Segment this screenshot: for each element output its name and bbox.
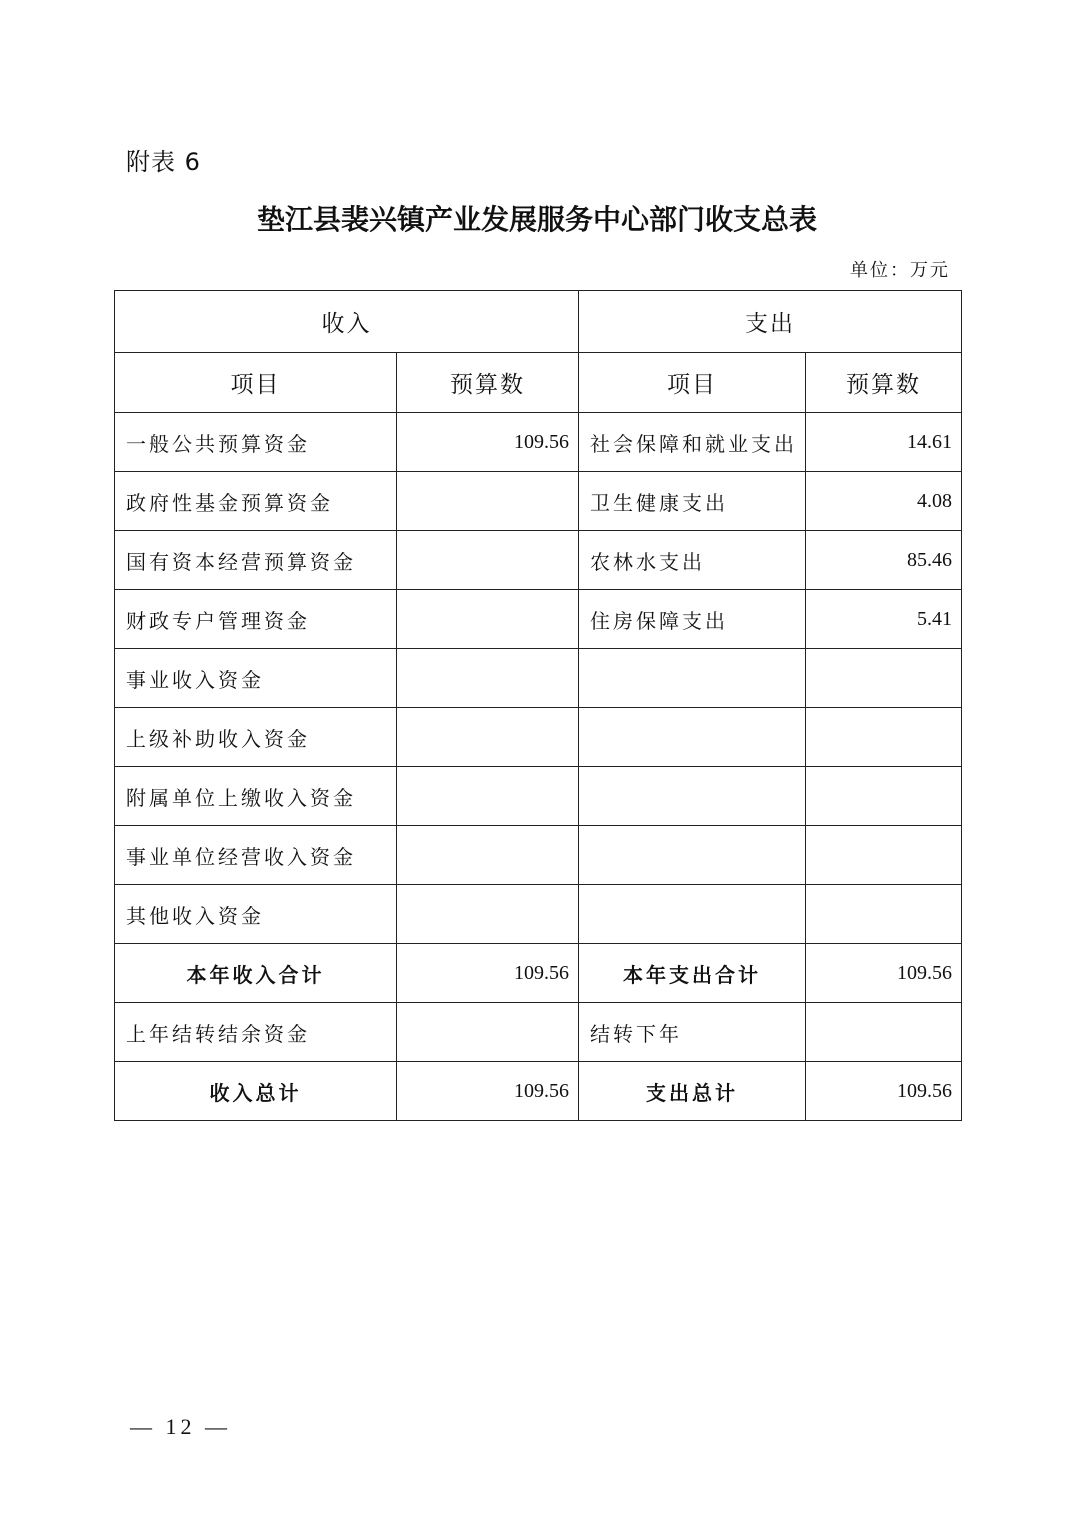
income-total-label: 收入总计 — [115, 1062, 397, 1121]
expenditure-value-cell: 4.08 — [806, 472, 962, 531]
expenditure-value-cell: 5.41 — [806, 590, 962, 649]
table-row — [115, 590, 962, 649]
income-item-header: 项目 — [115, 353, 397, 413]
income-item-cell: 附属单位上缴收入资金 — [115, 767, 397, 826]
income-total-value: 109.56 — [397, 1062, 579, 1121]
expenditure-value-cell — [806, 708, 962, 767]
budget-summary-table — [114, 290, 962, 1121]
income-item-cell: 一般公共预算资金 — [115, 413, 397, 472]
table-row — [115, 767, 962, 826]
document-title: 垫江县裴兴镇产业发展服务中心部门收支总表 — [256, 203, 817, 236]
expenditure-item-cell: 社会保障和就业支出 — [579, 413, 806, 472]
table-row — [115, 826, 962, 885]
unit-label: 单位：万元 — [850, 260, 950, 281]
income-value-cell — [397, 649, 579, 708]
income-subtotal-label: 本年收入合计 — [115, 944, 397, 1003]
expenditure-total-value: 109.56 — [806, 1062, 962, 1121]
expenditure-budget-header: 预算数 — [806, 353, 962, 413]
expenditure-item-cell — [579, 885, 806, 944]
total-row — [115, 1062, 962, 1121]
income-value-cell — [397, 885, 579, 944]
expenditure-item-cell — [579, 649, 806, 708]
income-carryover-value — [397, 1003, 579, 1062]
table-row — [115, 649, 962, 708]
income-budget-header: 预算数 — [397, 353, 579, 413]
income-carryover-label: 上年结转结余资金 — [115, 1003, 397, 1062]
group-header-row — [115, 291, 962, 353]
expenditure-group-header: 支出 — [579, 291, 962, 353]
income-value-cell — [397, 826, 579, 885]
income-value-cell — [397, 708, 579, 767]
income-item-cell: 其他收入资金 — [115, 885, 397, 944]
table-row — [115, 413, 962, 472]
income-item-cell: 事业收入资金 — [115, 649, 397, 708]
income-value-cell: 109.56 — [397, 413, 579, 472]
table-row — [115, 708, 962, 767]
expenditure-value-cell — [806, 649, 962, 708]
expenditure-subtotal-label: 本年支出合计 — [579, 944, 806, 1003]
income-value-cell — [397, 767, 579, 826]
income-group-header: 收入 — [115, 291, 579, 353]
carryover-row — [115, 1003, 962, 1062]
expenditure-total-label: 支出总计 — [579, 1062, 806, 1121]
expenditure-carryover-label: 结转下年 — [579, 1003, 806, 1062]
column-header-row — [115, 353, 962, 413]
expenditure-value-cell — [806, 767, 962, 826]
page-number: — 12 — — [130, 1414, 231, 1439]
income-subtotal-value: 109.56 — [397, 944, 579, 1003]
expenditure-item-cell: 卫生健康支出 — [579, 472, 806, 531]
expenditure-value-cell: 85.46 — [806, 531, 962, 590]
income-item-cell: 政府性基金预算资金 — [115, 472, 397, 531]
expenditure-value-cell — [806, 885, 962, 944]
expenditure-subtotal-value: 109.56 — [806, 944, 962, 1003]
expenditure-item-cell — [579, 708, 806, 767]
income-value-cell — [397, 531, 579, 590]
expenditure-item-cell — [579, 826, 806, 885]
expenditure-value-cell: 14.61 — [806, 413, 962, 472]
table-row — [115, 885, 962, 944]
income-value-cell — [397, 590, 579, 649]
expenditure-item-cell — [579, 767, 806, 826]
expenditure-item-header: 项目 — [579, 353, 806, 413]
attachment-label: 附表 6 — [126, 148, 201, 176]
expenditure-value-cell — [806, 826, 962, 885]
income-item-cell: 上级补助收入资金 — [115, 708, 397, 767]
income-item-cell: 国有资本经营预算资金 — [115, 531, 397, 590]
table-row — [115, 472, 962, 531]
expenditure-carryover-value — [806, 1003, 962, 1062]
table-row — [115, 531, 962, 590]
income-item-cell: 事业单位经营收入资金 — [115, 826, 397, 885]
expenditure-item-cell: 农林水支出 — [579, 531, 806, 590]
subtotal-row — [115, 944, 962, 1003]
income-value-cell — [397, 472, 579, 531]
expenditure-item-cell: 住房保障支出 — [579, 590, 806, 649]
income-item-cell: 财政专户管理资金 — [115, 590, 397, 649]
